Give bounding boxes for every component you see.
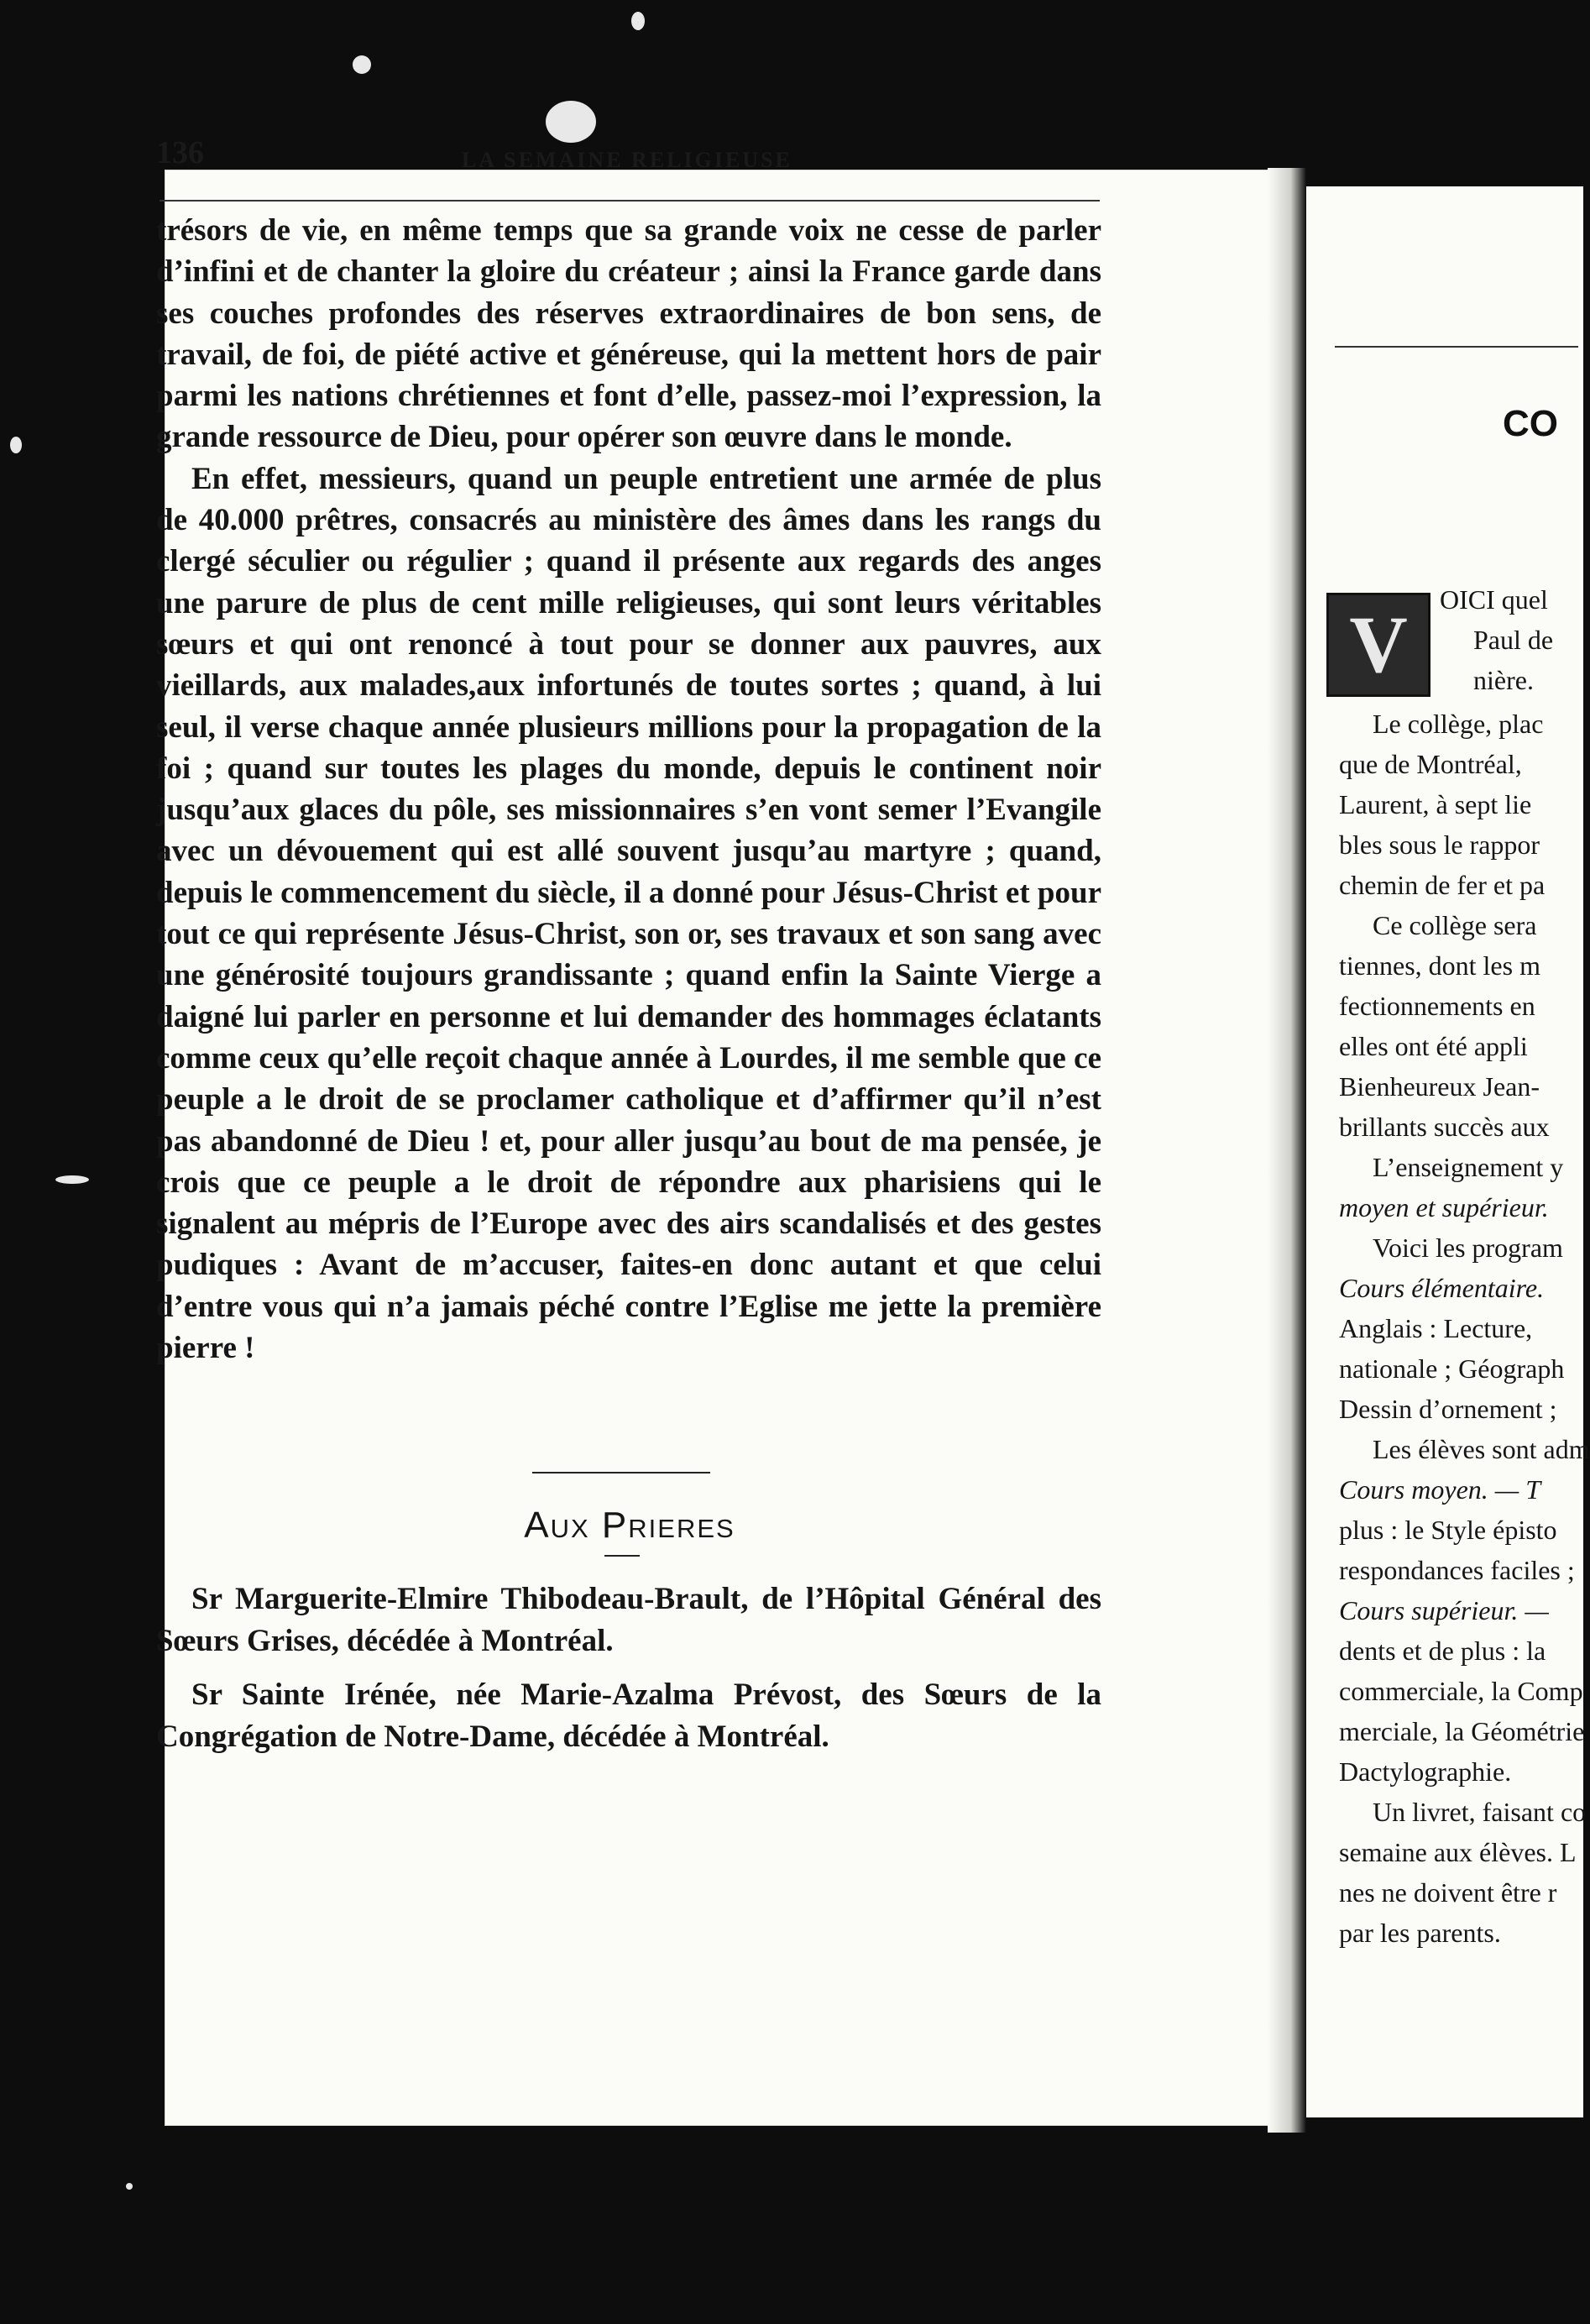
right-page-text bbox=[1272, 579, 1590, 1953]
right-page-line: Anglais : Lecture, bbox=[1339, 1313, 1533, 1343]
right-page-line: L’enseignement y bbox=[1373, 1152, 1564, 1182]
right-page-line: Le collège, plac bbox=[1373, 709, 1544, 739]
right-page-line: Voici les program bbox=[1373, 1233, 1563, 1263]
obituary-notices bbox=[156, 1578, 1101, 1770]
right-page-line: que de Montréal, bbox=[1339, 749, 1522, 779]
body-paragraph: trésors de vie, en même temps que sa grande voix ne cesse de parler d’infini et de chanter la gloire du créateur ; ainsi la France garde dans ses couches profondes des réserves extraordinaires de bon sens, de travail, de foi, de piété active et généreuse, qui la mettent hors de pair parmi les nations chrétiennes et font d’elle, passez-moi l’expression, la grande ressource de Dieu, pour opérer son œuvre dans le monde. bbox=[156, 213, 1101, 455]
right-header-rule bbox=[1335, 346, 1578, 348]
right-page-line: elles ont été appli bbox=[1339, 1031, 1528, 1061]
obituary-notice: Sr Marguerite-Elmire Thibodeau-Brault, de l’Hôpital Général des Sœurs Grises, décédée à Montréal. bbox=[156, 1582, 1101, 1658]
dust-speck bbox=[631, 12, 645, 30]
right-page-line: merciale, la Géométrie bbox=[1339, 1716, 1585, 1746]
right-page-line: Bienheureux Jean- bbox=[1339, 1071, 1540, 1102]
right-page-line: par les parents. bbox=[1339, 1918, 1501, 1948]
right-page-line: Laurent, à sept lie bbox=[1339, 789, 1532, 819]
right-page-line: bles sous le rappor bbox=[1339, 830, 1540, 860]
right-page-line: Les élèves sont adm bbox=[1373, 1434, 1590, 1464]
right-page-line: Dessin d’ornement ; bbox=[1339, 1394, 1557, 1424]
section-title-underline bbox=[604, 1555, 640, 1557]
right-page-line: semaine aux élèves. L bbox=[1339, 1837, 1577, 1867]
right-page-line: commerciale, la Comp bbox=[1339, 1676, 1583, 1706]
running-head: LA SEMAINE RELIGIEUSE bbox=[462, 148, 792, 172]
section-title: Aux Prieres bbox=[524, 1505, 735, 1546]
dust-speck bbox=[55, 1175, 89, 1184]
dust-speck bbox=[353, 55, 371, 74]
right-page-line: Cours supérieur. — bbox=[1339, 1595, 1549, 1625]
dust-speck bbox=[126, 2183, 133, 2190]
right-page-line: nationale ; Géograph bbox=[1339, 1353, 1565, 1384]
right-page-line: plus : le Style épisto bbox=[1339, 1515, 1557, 1545]
right-page-line: brillants succès aux bbox=[1339, 1112, 1550, 1142]
right-page-line: Cours moyen. — T bbox=[1339, 1474, 1541, 1505]
right-page-line: respondances faciles ; bbox=[1339, 1555, 1575, 1585]
right-page-line: fectionnements en bbox=[1339, 991, 1535, 1021]
right-page-line: Ce collège sera bbox=[1373, 910, 1537, 940]
right-page-line: dents et de plus : la bbox=[1339, 1636, 1546, 1666]
right-page-line: chemin de fer et pa bbox=[1339, 870, 1546, 900]
right-page-line: Dactylographie. bbox=[1339, 1756, 1512, 1787]
right-page-line: nes ne doivent être r bbox=[1339, 1877, 1557, 1908]
right-page-line: OICI quel bbox=[1440, 584, 1548, 615]
right-page-line: moyen et supérieur. bbox=[1339, 1192, 1549, 1222]
ornamental-dropcap: V bbox=[1326, 593, 1430, 697]
right-page-line: Cours élémentaire. bbox=[1339, 1273, 1545, 1303]
obituary-notice: Sr Sainte Irénée, née Marie-Azalma Prévost, des Sœurs de la Congrégation de Notre-Dame, décédée à Montréal. bbox=[156, 1678, 1101, 1754]
right-page-line: nière. bbox=[1473, 665, 1534, 695]
dust-speck bbox=[546, 101, 596, 143]
right-page-title: CO bbox=[1503, 403, 1558, 444]
article-body bbox=[156, 210, 1101, 1369]
right-page-line: Un livret, faisant co bbox=[1373, 1797, 1587, 1827]
header-rule bbox=[160, 200, 1100, 202]
section-divider bbox=[532, 1472, 710, 1473]
dust-speck bbox=[10, 437, 22, 453]
body-paragraph: En effet, messieurs, quand un peuple entretient une armée de plus de 40.000 prêtres, consacrés au ministère des âmes dans les rangs du clergé séculier ou régulier ; quand il présente aux regards des anges une parure de plus de cent mille religieuses, qui sont leurs véritables sœurs et qui ont renoncé à tout pour se donner aux pauvres, aux vieillards, aux malades,aux infortunés de toutes sortes ; quand, à lui seul, il verse chaque année plusieurs millions pour la propagation de la foi ; quand sur toutes les plages du monde, depuis le continent noir jusqu’aux glaces du pôle, ses missionnaires s’en vont semer l’Evangile avec un dévouement qui est allé souvent jusqu’au martyre ; quand, depuis le commencement du siècle, il a donné pour Jésus-Christ et pour tout ce qui représente Jésus-Christ, son or, ses travaux et son sang avec une générosité toujours grandissante ; quand enfin la Sainte Vierge a daigné lui parler en personne et lui demander des hommages éclatants comme ceux qu’elle reçoit chaque année à Lourdes, il me semble que ce peuple a le droit de se proclamer catholique et d’affirmer qu’il n’est pas abandonné de Dieu ! et, pour aller jusqu’au bout de ma pensée, je crois que ce peuple a le droit de répondre aux pharisiens qui le signalent au mépris de l’Europe avec des airs scandalisés et des gestes pudiques : Avant de m’accuser, faites-en donc autant et que celui d’entre vous qui n’a jamais péché contre l’Eglise me jette la première pierre ! bbox=[156, 461, 1101, 1366]
page-number: 136 bbox=[156, 135, 204, 170]
right-page-line: Paul de bbox=[1473, 625, 1554, 655]
right-page-line: tiennes, dont les m bbox=[1339, 950, 1540, 981]
